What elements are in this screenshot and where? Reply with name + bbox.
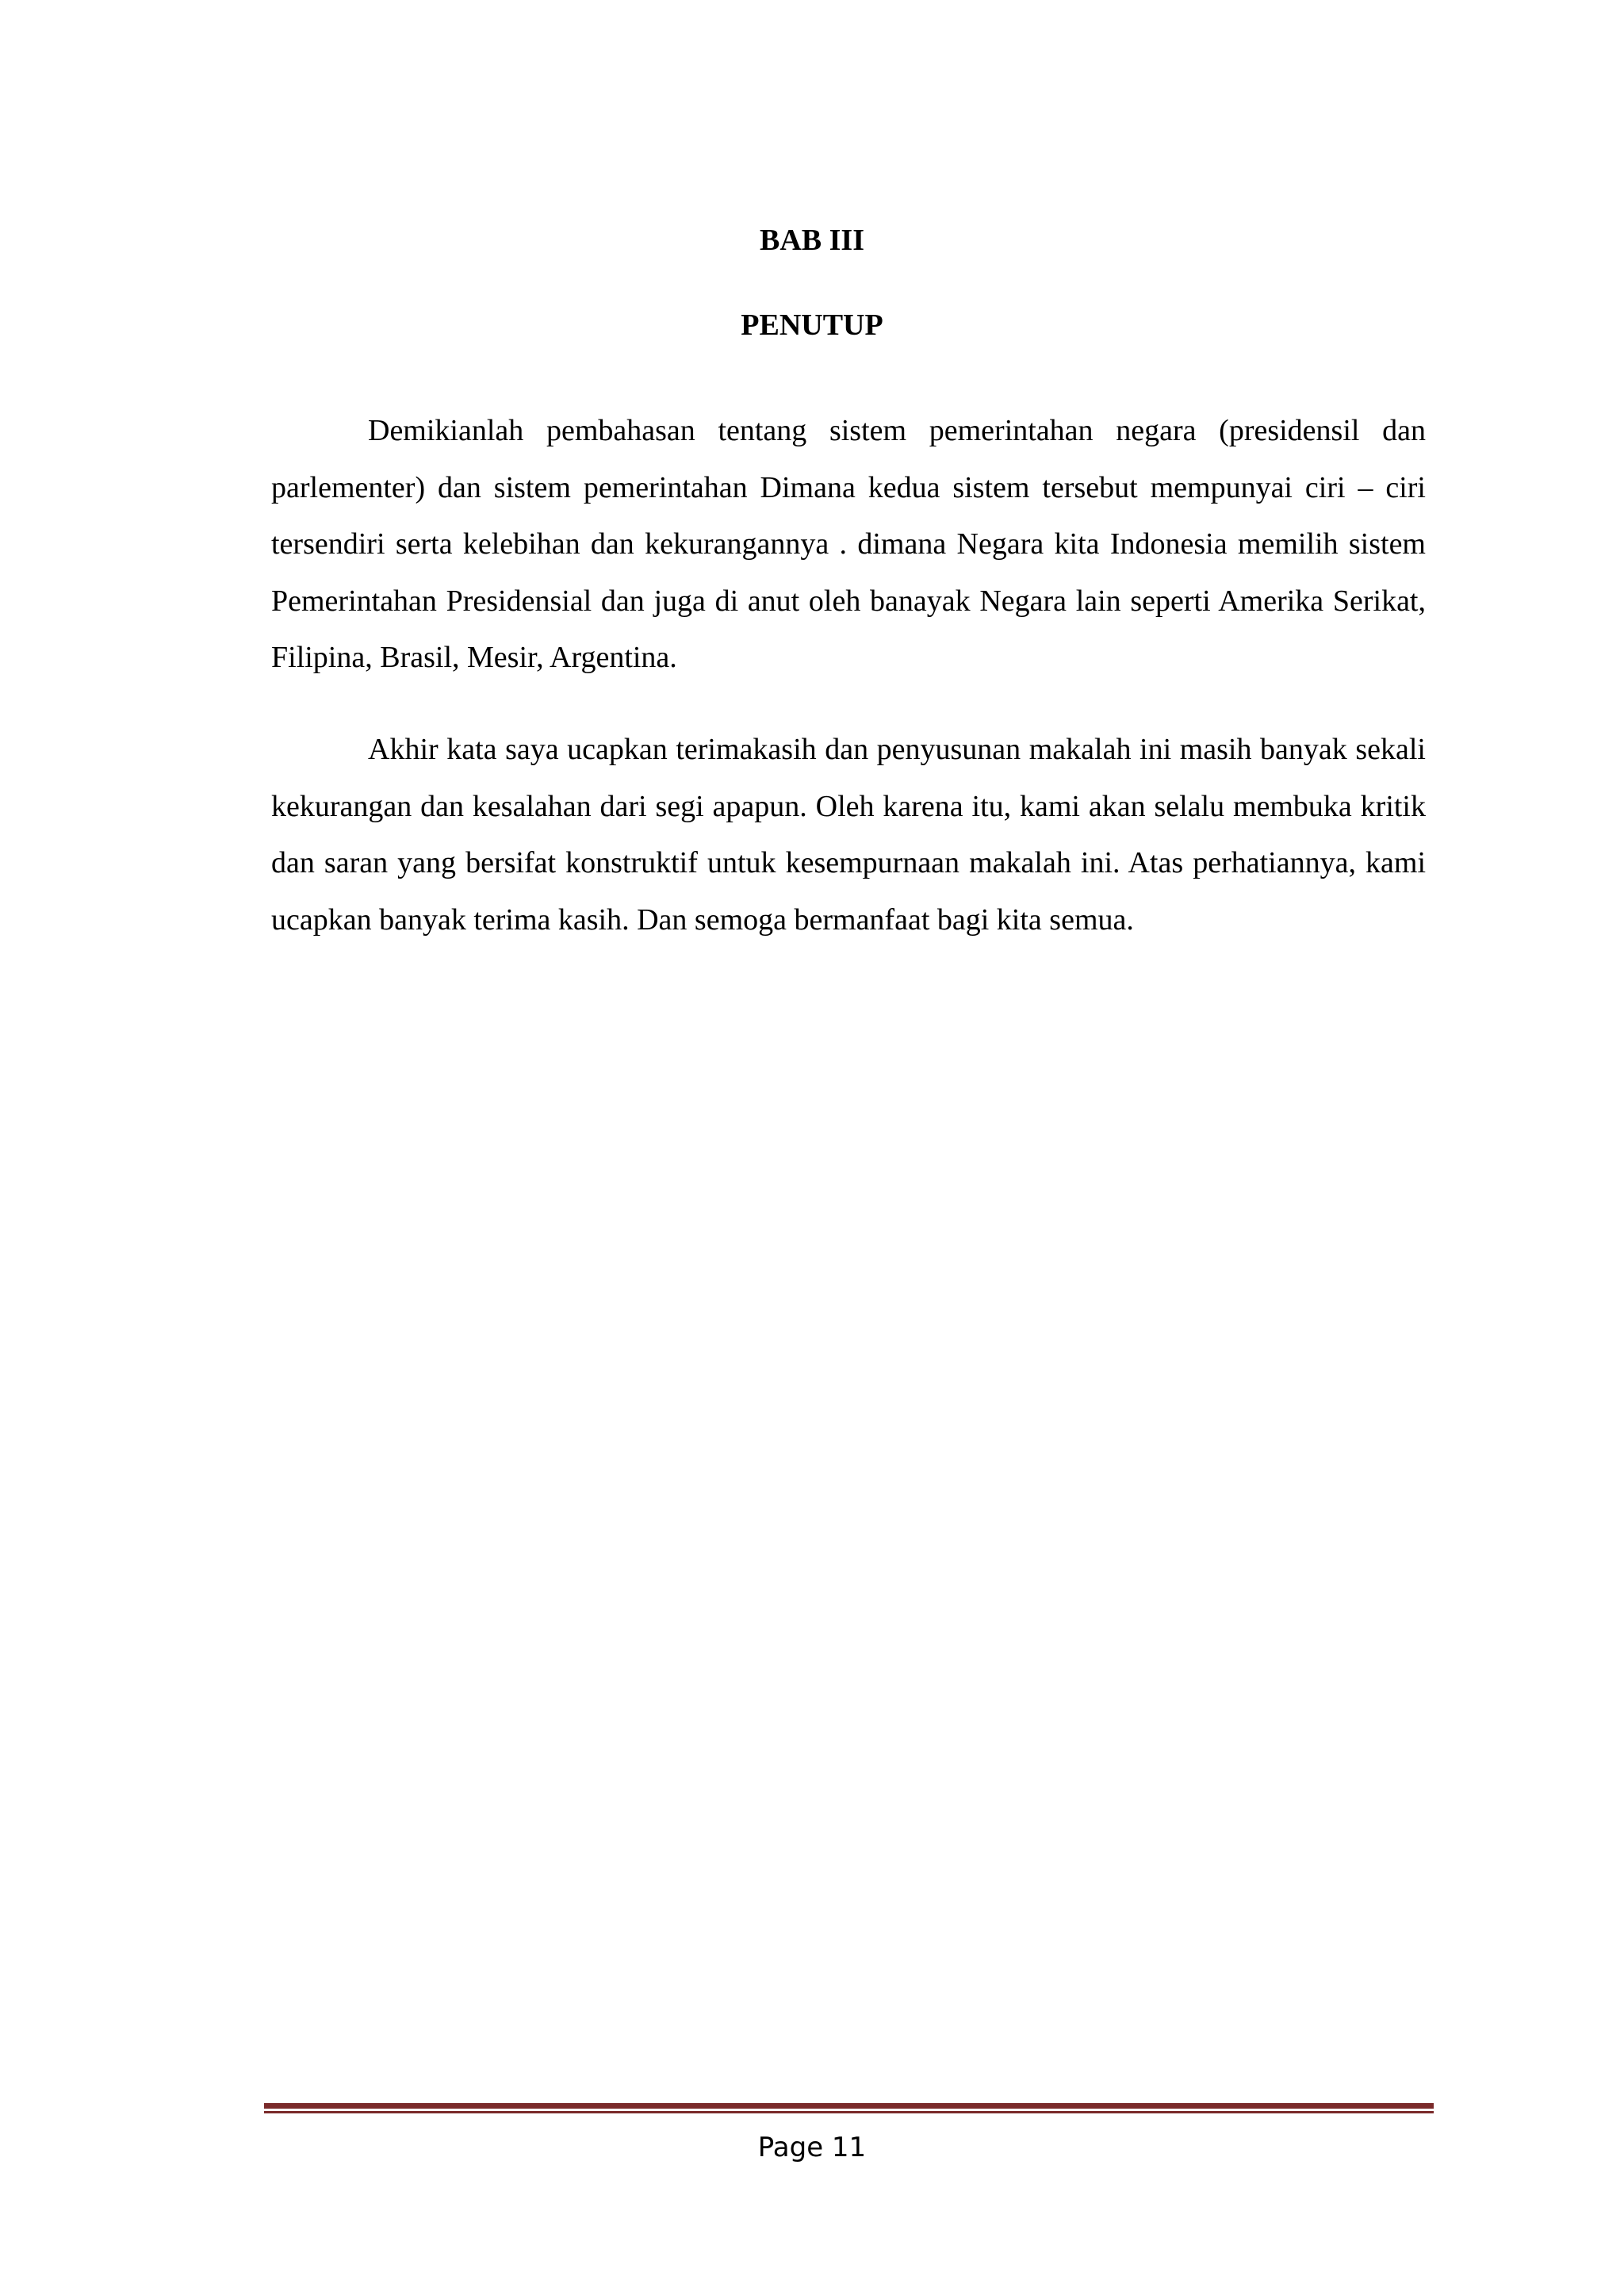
footer-rule-thin (264, 2111, 1434, 2113)
chapter-title: PENUTUP (741, 308, 883, 342)
chapter-label: BAB III (760, 224, 864, 257)
page-number: Page 11 (757, 2132, 867, 2163)
footer-rule-thick (264, 2103, 1434, 2109)
body-paragraph-2: Akhir kata saya ucapkan terimakasih dan penyusunan makalah ini masih banyak sekali kekurangan dan kesalahan dari segi apapun. Oleh karena itu, kami akan selalu membuka kritik dan saran yang bersifat konstruktif untuk kesempurnaan makalah ini. Atas perhatiannya, kami ucapkan banyak terima kasih. Dan semoga bermanfaat bagi kita semua. (271, 733, 1426, 937)
body-paragraph-1: Demikianlah pembahasan tentang sistem pemerintahan negara (presidensil dan parlementer) dan sistem pemerintahan Dimana kedua sistem tersebut mempunyai ciri – ciri tersendiri serta kelebihan dan kekurangannya . dimana Negara kita Indonesia memilih sistem Pemerintahan Presidensial dan juga di anut oleh banayak Negara lain seperti Amerika Serikat, Filipina, Brasil, Mesir, Argentina. (271, 414, 1426, 674)
